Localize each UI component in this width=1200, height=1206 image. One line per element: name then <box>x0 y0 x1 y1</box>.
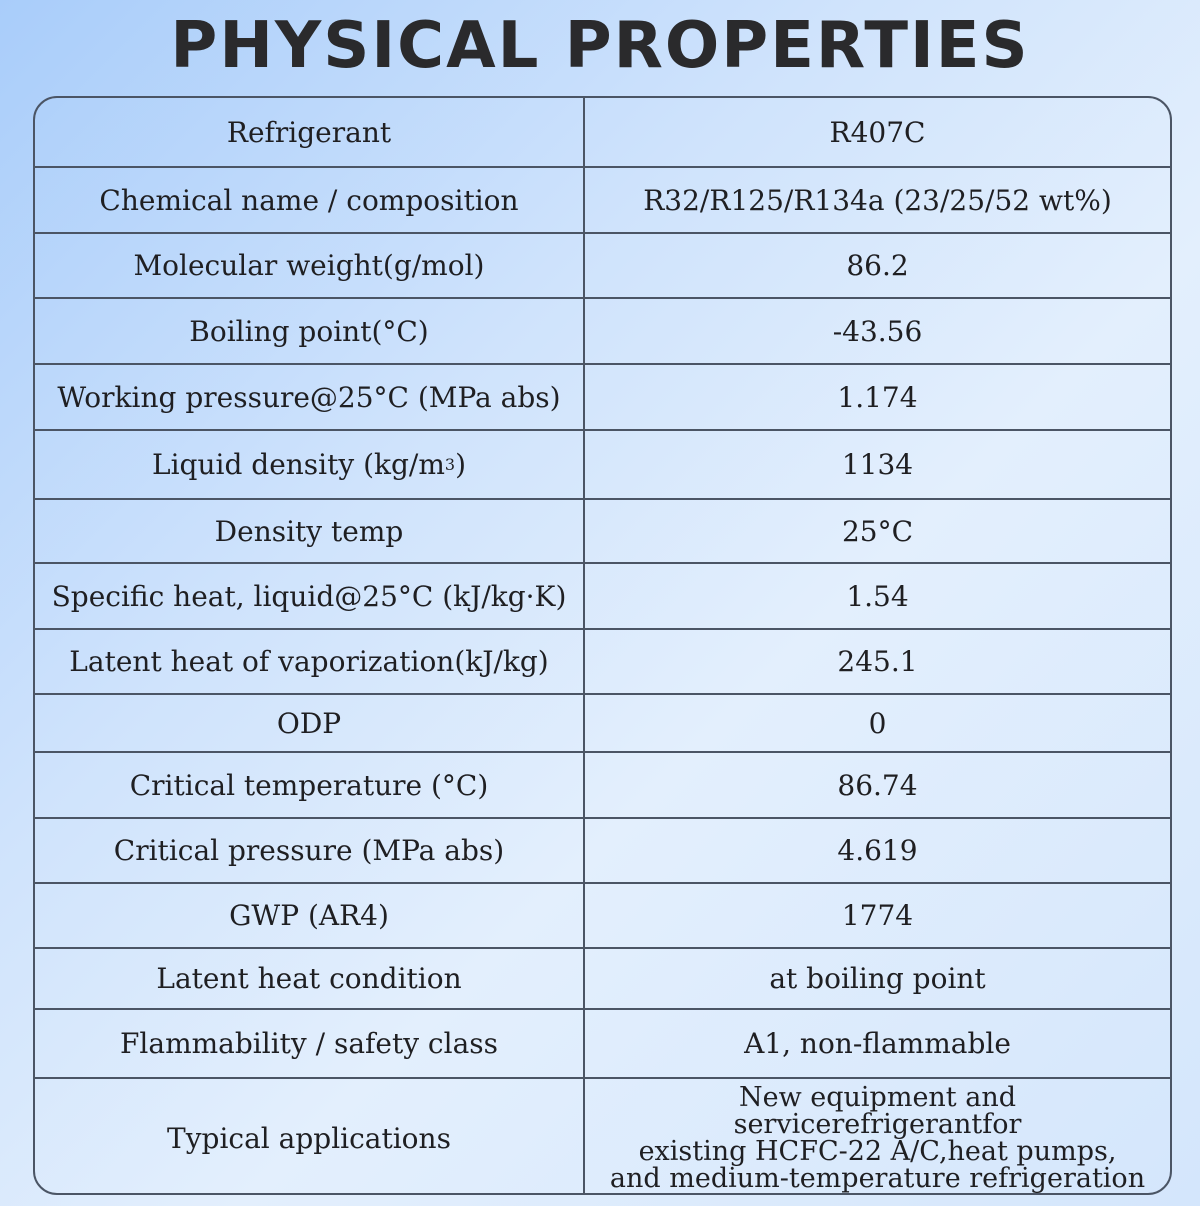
property-label: Boiling point(°C) <box>189 314 429 348</box>
property-label: Chemical name / composition <box>99 183 519 217</box>
table-row <box>35 429 1170 498</box>
table-row <box>35 947 1170 1008</box>
property-value: 1.54 <box>583 564 1170 628</box>
properties-table <box>33 96 1172 1195</box>
property-value: 4.619 <box>583 819 1170 882</box>
property-label: Critical temperature (°C) <box>129 768 489 802</box>
table-row <box>35 751 1170 817</box>
property-value: 1.174 <box>583 365 1170 429</box>
table-row <box>35 232 1170 297</box>
property-label: Molecular weight(g/mol) <box>133 249 485 282</box>
property-label: Working pressure@25°C (MPa abs) <box>57 380 561 414</box>
property-value: at boiling point <box>583 949 1170 1008</box>
property-value: A1, non-flammable <box>583 1010 1170 1077</box>
table-row <box>35 628 1170 693</box>
table-row <box>35 817 1170 882</box>
table-row <box>35 1008 1170 1077</box>
property-label: Critical pressure (MPa abs) <box>113 834 505 867</box>
property-label-text: Liquid density (kg/m <box>151 448 445 481</box>
table-row <box>35 98 1170 166</box>
table-row <box>35 498 1170 562</box>
property-value-multiline <box>583 1079 1170 1195</box>
property-value: R407C <box>583 98 1170 166</box>
page-title: PHYSICAL PROPERTIES <box>170 9 1030 83</box>
property-label: Specific heat, liquid@25°C (kJ/kg·K) <box>51 579 567 613</box>
table-row <box>35 1077 1170 1195</box>
value-line: New equipment and servicerefrigerantfor <box>733 1082 1022 1140</box>
property-label-suffix: ) <box>455 448 467 481</box>
property-label: Latent heat of vaporization(kJ/kg) <box>69 645 549 678</box>
property-value: 1134 <box>583 431 1170 498</box>
property-label: Refrigerant <box>226 115 392 149</box>
property-value: 25°C <box>583 500 1170 562</box>
property-value: R32/R125/R134a (23/25/52 wt%) <box>583 168 1170 232</box>
value-line: existing HCFC-22 A/C,heat pumps, <box>638 1136 1117 1167</box>
property-label: Typical applications <box>167 1121 451 1155</box>
table-row <box>35 363 1170 429</box>
property-label: GWP (AR4) <box>229 899 389 932</box>
property-label: Latent heat condition <box>156 962 462 995</box>
value-line: and medium-temperature refrigeration <box>609 1163 1146 1194</box>
property-value: 1774 <box>583 884 1170 947</box>
property-value: -43.56 <box>583 299 1170 363</box>
table-row <box>35 882 1170 947</box>
property-value: 86.74 <box>583 753 1170 817</box>
property-label: ODP <box>276 706 342 740</box>
property-label: Density temp <box>214 514 404 548</box>
table-row <box>35 297 1170 363</box>
property-label: Liquid density (kg/m 3 ) <box>151 448 467 481</box>
property-value: 0 <box>583 695 1170 751</box>
property-label: Flammability / safety class <box>120 1027 498 1060</box>
property-value: 86.2 <box>583 234 1170 297</box>
table-row <box>35 166 1170 232</box>
property-value: 245.1 <box>583 630 1170 693</box>
table-row <box>35 562 1170 628</box>
table-row <box>35 693 1170 751</box>
